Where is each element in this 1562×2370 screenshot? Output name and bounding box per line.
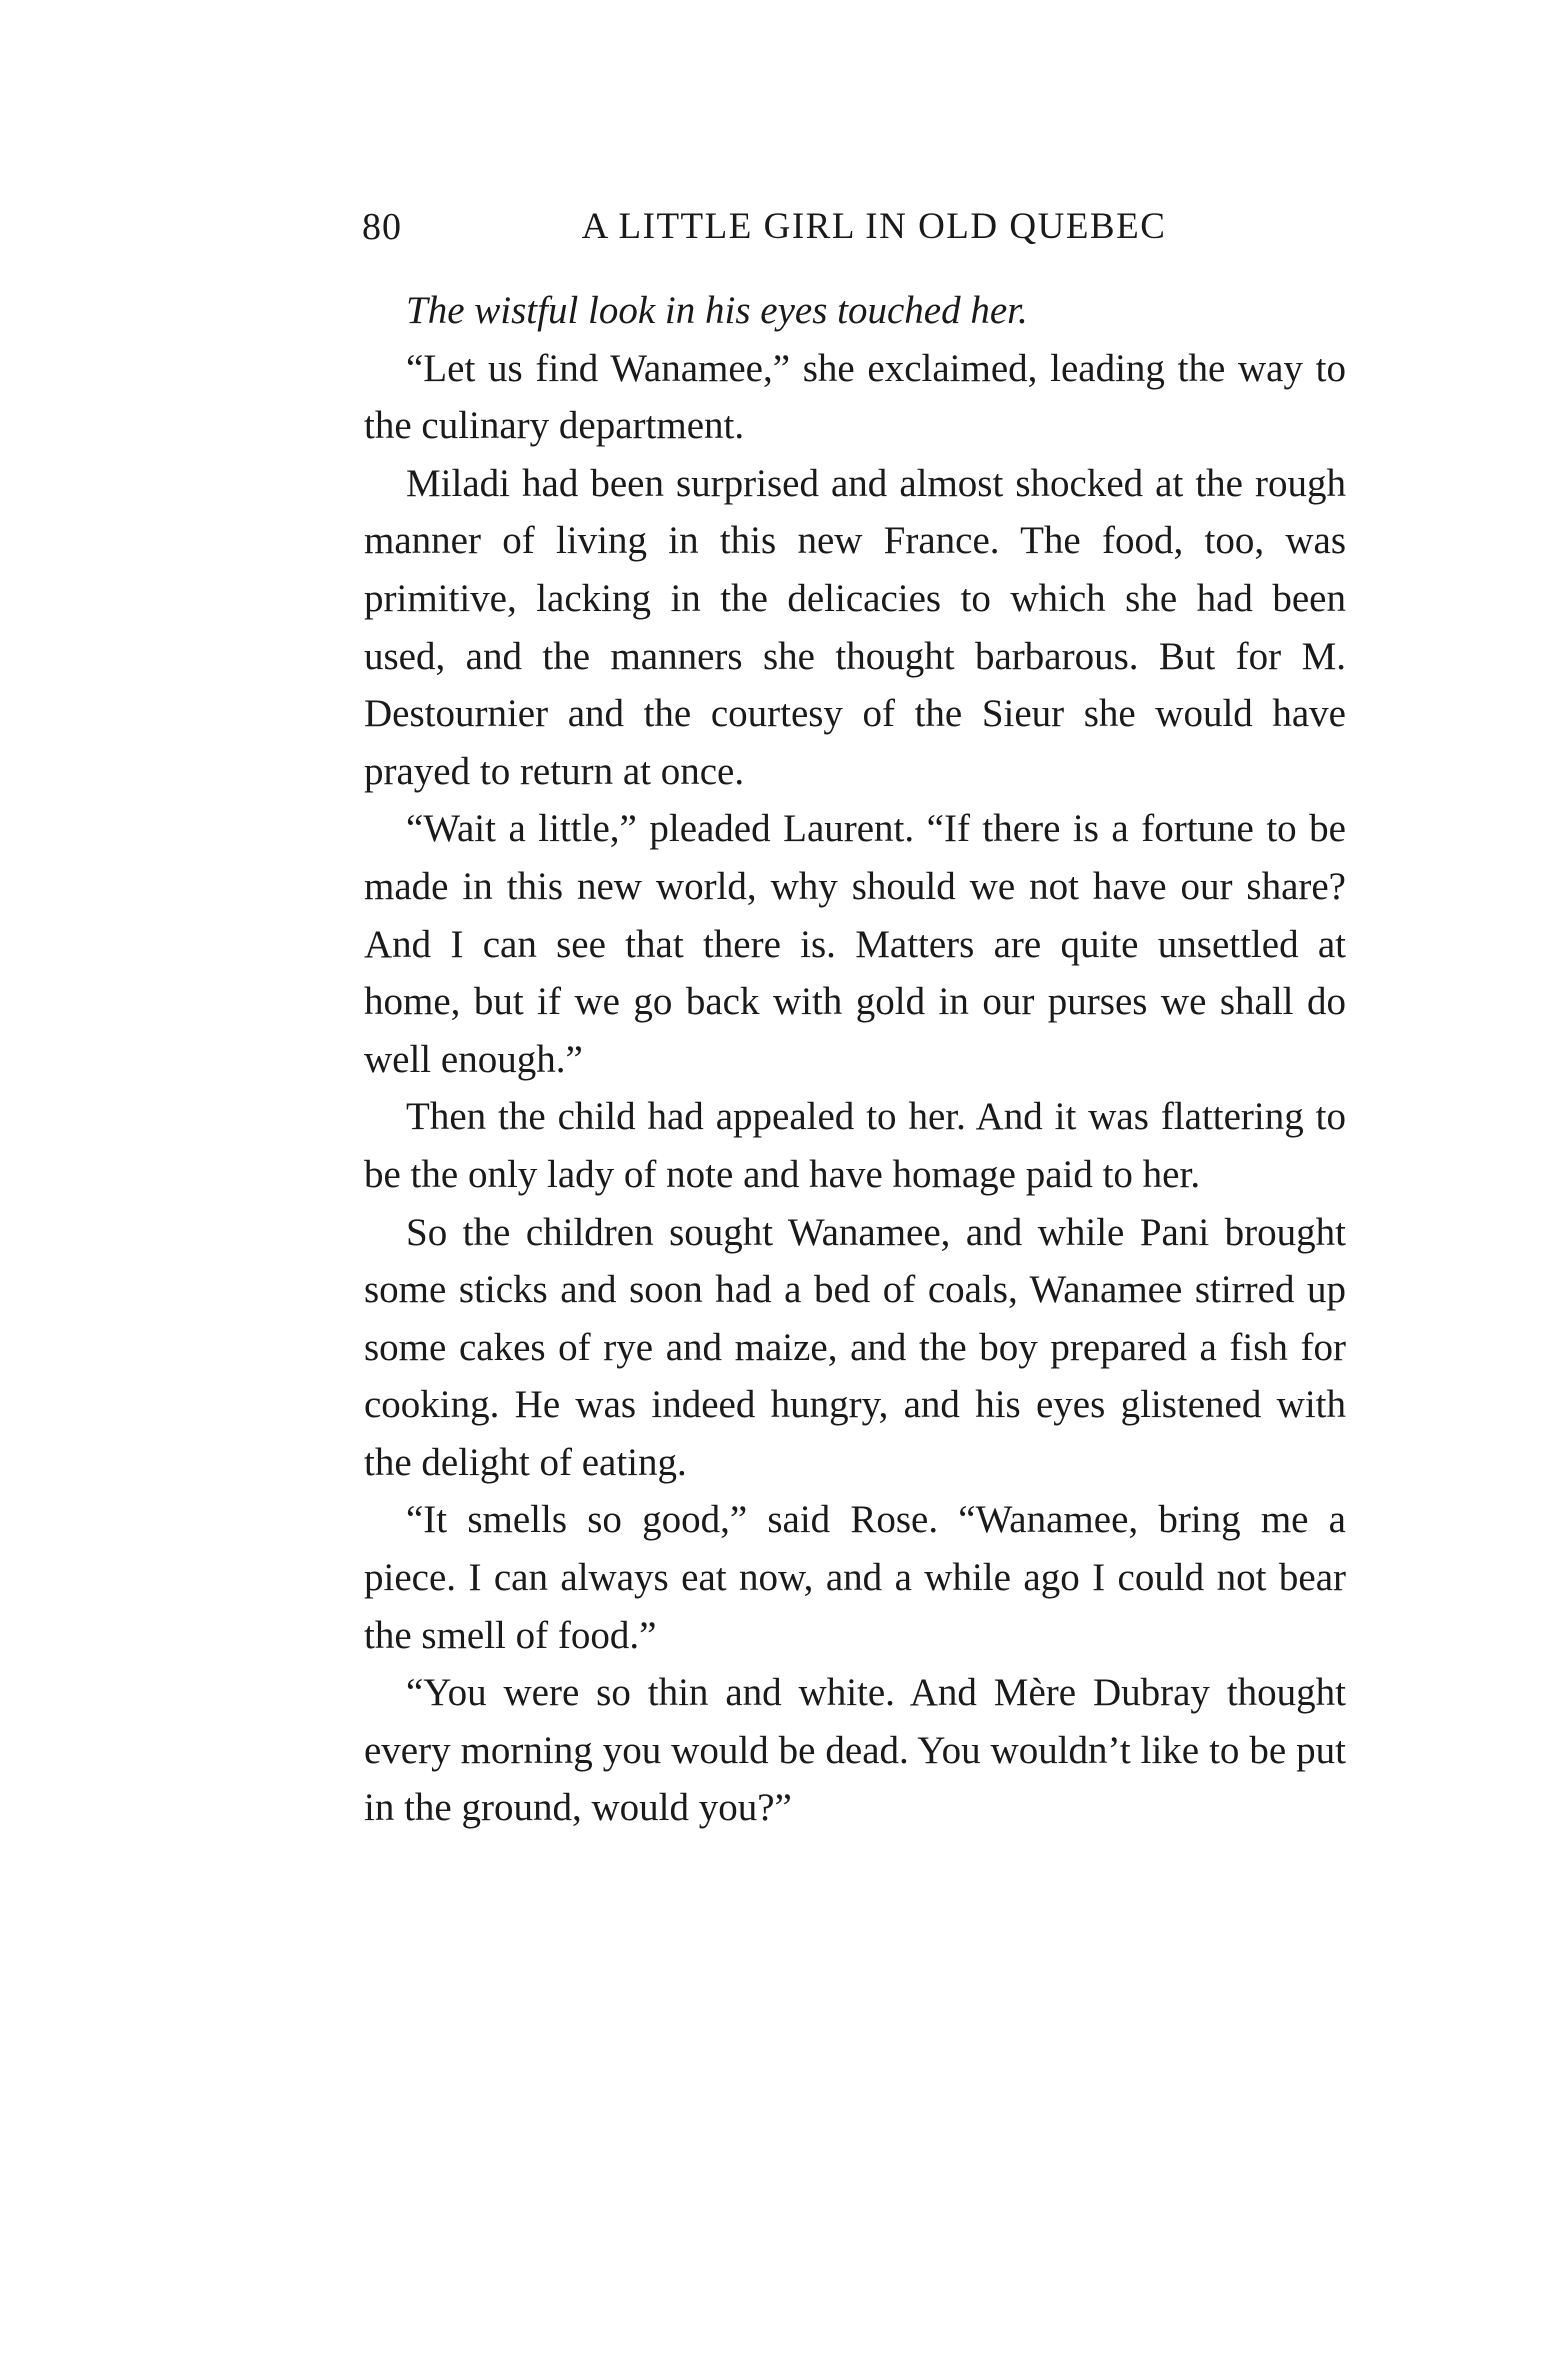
body-text bbox=[364, 282, 1346, 1837]
paragraph-3: Miladi had been surprised and almost shocked at the rough manner of living in this new France. The food, too, was primitive, lacking in the delicacies to which she had been used, and the manners she thought barbarous. But for M. Destournier and the courtesy of the Sieur she would have prayed to return at once. bbox=[364, 461, 1346, 793]
paragraph-1: The wistful look in his eyes touched her. bbox=[406, 289, 1028, 332]
paragraph-7: “It smells so good,” said Rose. “Wanamee, bring me a piece. I can always eat now, and a while ago I could not bear the smell of food.” bbox=[364, 1498, 1346, 1657]
paragraph-4: “Wait a little,” pleaded Laurent. “If there is a fortune to be made in this new world, why should we not have our share? And I can see that there is. Matters are quite unsettled at home, but if we go back with gold in our purses we shall do well enough.” bbox=[364, 807, 1346, 1081]
paragraph-5: Then the child had appealed to her. And it was flattering to be the only lady of note and have homage paid to her. bbox=[364, 1095, 1346, 1196]
paragraph-2: “Let us find Wanamee,” she exclaimed, leading the way to the culinary department. bbox=[364, 346, 1346, 448]
paragraph-6: So the children sought Wanamee, and while Pani brought some sticks and soon had a bed of coals, Wanamee stirred up some cakes of rye and maize, and the boy prepared a fish for cooking. He was indeed hungry, and his eyes glistened with the delight of eating. bbox=[364, 1210, 1346, 1484]
page-number: 80 bbox=[362, 206, 402, 248]
running-header bbox=[362, 205, 1346, 257]
running-title: A LITTLE GIRL IN OLD QUEBEC bbox=[581, 206, 1167, 247]
paragraph-8: “You were so thin and white. And Mère Dubray thought every morning you would be dead. You wouldn’t like to be put in the ground, would you?” bbox=[364, 1671, 1346, 1830]
